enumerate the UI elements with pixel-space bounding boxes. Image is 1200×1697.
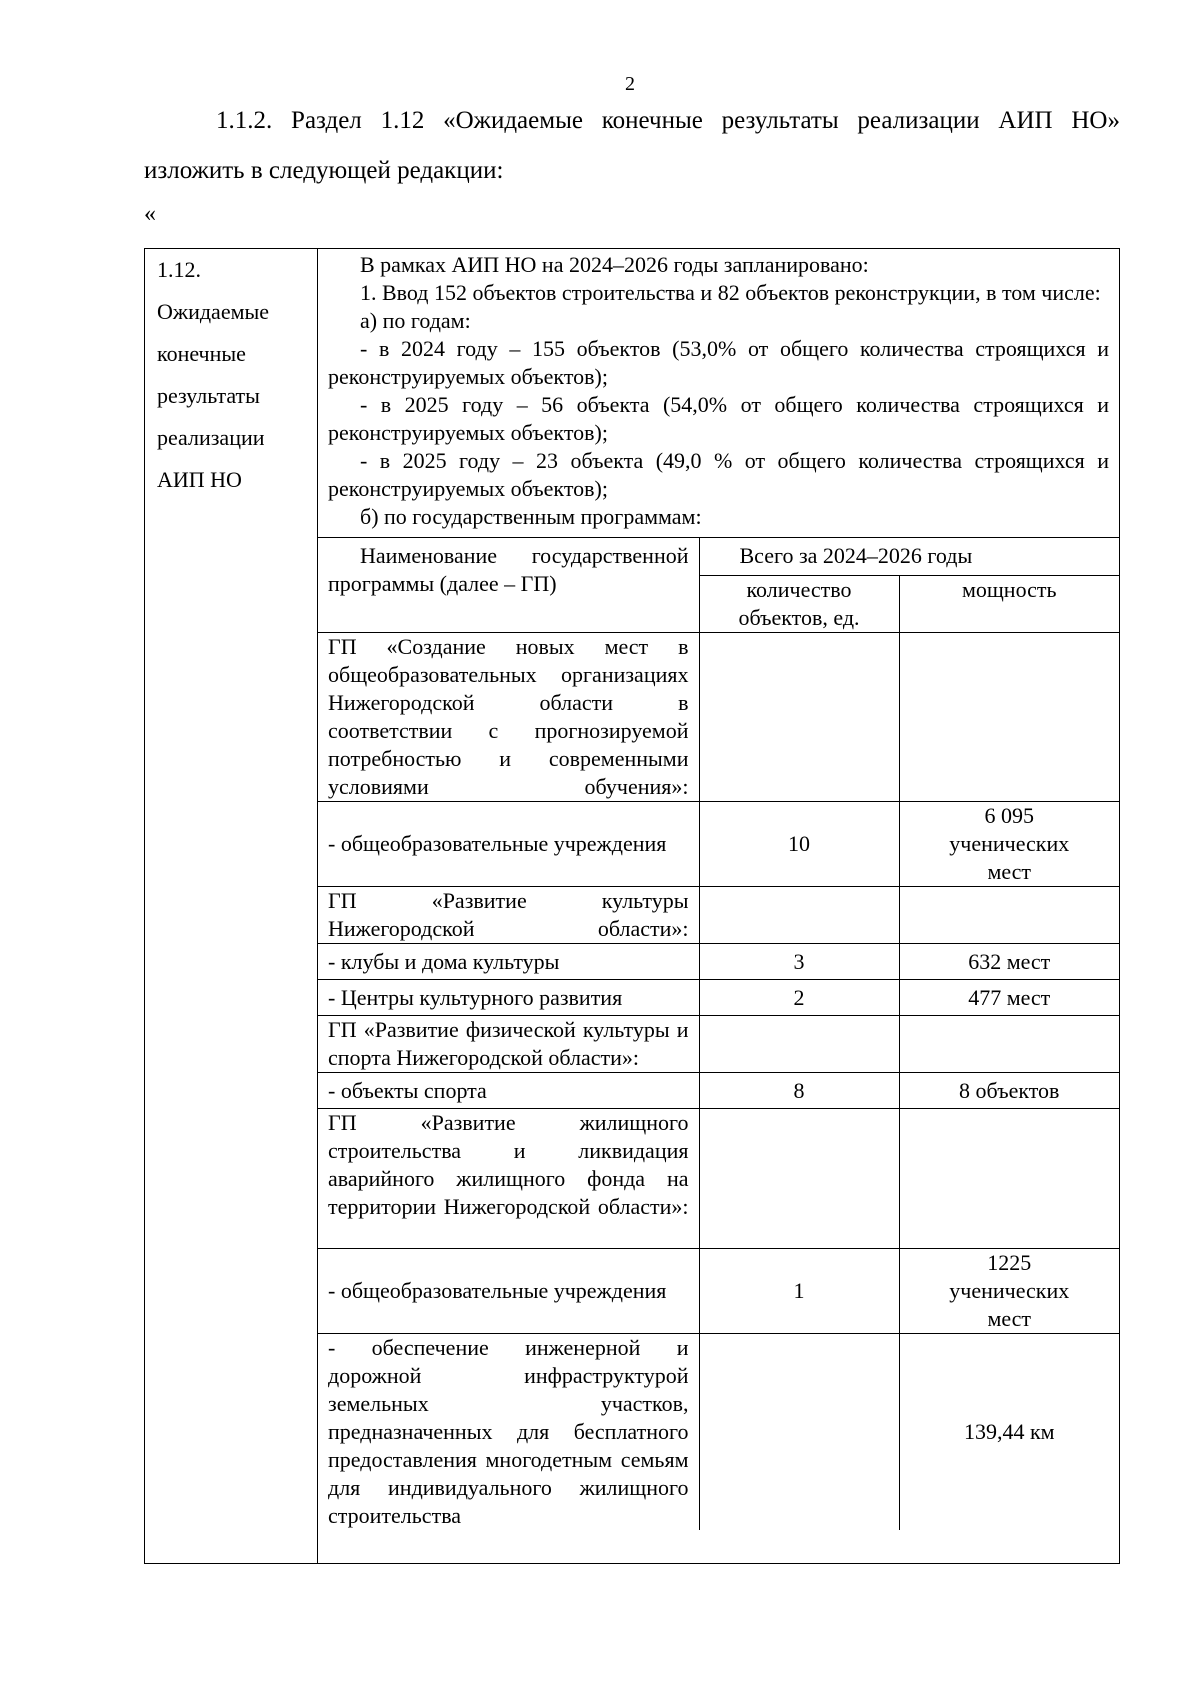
- item-row-name: - обеспечение инженерной и дорожной инфраструктурой земельных участков, предназначенных для бесплатного предоставления многодетным семьям для индивидуального жилищного строительства: [318, 1334, 699, 1531]
- item-row-count: 8: [699, 1073, 899, 1109]
- section-intro: [318, 249, 1119, 537]
- item-row-name: - общеобразовательные учреждения: [318, 802, 699, 887]
- section-label-cell: [145, 249, 318, 1564]
- item-row-name: - общеобразовательные учреждения: [318, 1249, 699, 1334]
- item-row-capacity: 632 мест: [899, 944, 1119, 980]
- header-period: Всего за 2024–2026 годы: [699, 538, 1119, 576]
- program-row-name: ГП «Развитие физической культуры и спорта Нижегородской области»:: [318, 1016, 699, 1073]
- program-table: [318, 537, 1119, 1530]
- intro-paragraph: - в 2025 году – 56 объекта (54,0% от общего количества строящихся и реконструируемых объектов);: [328, 392, 1109, 445]
- section-label-line: 1.12.: [157, 257, 201, 282]
- opening-quote: «: [144, 201, 156, 227]
- section-label-line: результаты: [157, 383, 260, 408]
- item-row-name: - объекты спорта: [318, 1073, 699, 1109]
- header-capacity: мощность: [899, 576, 1119, 633]
- intro-paragraph: В рамках АИП НО на 2024–2026 годы запланировано:: [360, 252, 869, 277]
- amendment-heading: 1.1.2. Раздел 1.12 «Ожидаемые конечные результаты реализации АИП НО» изложить в следующей редакции:: [144, 107, 1120, 184]
- program-row-name: ГП «Создание новых мест в общеобразовательных организациях Нижегородской области в соответствии с прогнозируемой потребностью и современными условиями обучения»:: [318, 633, 699, 802]
- program-row-name: ГП «Развитие культуры Нижегородской области»:: [318, 887, 699, 944]
- program-row-count: [699, 633, 899, 802]
- header-count: количество объектов, ед.: [699, 576, 899, 633]
- item-row-count: 1: [699, 1249, 899, 1334]
- item-row-capacity: 8 объектов: [899, 1073, 1119, 1109]
- item-row-capacity: 1225 ученических мест: [899, 1249, 1119, 1334]
- section-content-cell: [318, 249, 1120, 1564]
- program-row-capacity: [899, 633, 1119, 802]
- program-row-count: [699, 1109, 899, 1249]
- item-row-capacity: 477 мест: [899, 980, 1119, 1016]
- section-label-line: реализации: [157, 425, 265, 450]
- program-row-name: ГП «Развитие жилищного строительства и ликвидация аварийного жилищного фонда на территории Нижегородской области»:: [318, 1109, 699, 1249]
- intro-paragraph: б) по государственным программам:: [360, 504, 702, 529]
- item-row-name: - Центры культурного развития: [318, 980, 699, 1016]
- intro-paragraph: 1. Ввод 152 объектов строительства и 82 объектов реконструкции, в том числе:: [360, 280, 1101, 305]
- item-row-count: 2: [699, 980, 899, 1016]
- program-row-capacity: [899, 887, 1119, 944]
- item-row-count: 3: [699, 944, 899, 980]
- item-row-count: 10: [699, 802, 899, 887]
- section-label-line: Ожидаемые: [157, 299, 270, 324]
- item-row-name: - клубы и дома культуры: [318, 944, 699, 980]
- item-row-capacity: 6 095 ученических мест: [899, 802, 1119, 887]
- program-row-capacity: [899, 1016, 1119, 1073]
- expected-results-table: [144, 248, 1120, 1564]
- intro-paragraph: - в 2025 году – 23 объекта (49,0 % от общего количества строящихся и реконструируемых объектов);: [328, 448, 1109, 501]
- section-label-line: АИП НО: [157, 467, 242, 492]
- page-number: 2: [625, 73, 635, 95]
- program-row-capacity: [899, 1109, 1119, 1249]
- program-row-count: [699, 887, 899, 944]
- intro-paragraph: а) по годам:: [360, 308, 471, 333]
- intro-paragraph: - в 2024 году – 155 объектов (53,0% от общего количества строящихся и реконструируемых объектов);: [328, 336, 1109, 389]
- program-row-count: [699, 1016, 899, 1073]
- item-row-capacity: 139,44 км: [899, 1334, 1119, 1531]
- item-row-count: [699, 1334, 899, 1531]
- header-program-name: Наименование государственной программы (далее – ГП): [318, 538, 699, 633]
- section-label-line: конечные: [157, 341, 246, 366]
